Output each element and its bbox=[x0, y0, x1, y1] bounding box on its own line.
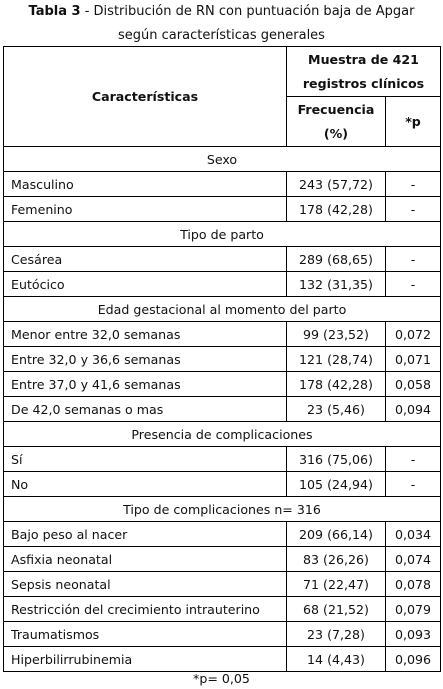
table-row bbox=[4, 247, 441, 272]
row-p-value: 0,058 bbox=[386, 372, 441, 397]
table-row bbox=[4, 522, 441, 547]
section-header-row bbox=[4, 422, 441, 447]
section-title: Tipo de parto bbox=[4, 222, 441, 247]
row-label: Traumatismos bbox=[4, 622, 287, 647]
row-label: Restricción del crecimiento intrauterino bbox=[4, 597, 287, 622]
table-row bbox=[4, 372, 441, 397]
row-frequency: 316 (75,06) bbox=[287, 447, 386, 472]
header-frequency bbox=[287, 97, 386, 147]
table-row bbox=[4, 172, 441, 197]
header-characteristics: Características bbox=[4, 47, 287, 147]
row-p-value: 0,079 bbox=[386, 597, 441, 622]
section-title: Presencia de complicaciones bbox=[4, 422, 441, 447]
header-frequency-line-1: Frecuencia bbox=[297, 101, 375, 117]
row-frequency: 132 (31,35) bbox=[287, 272, 386, 297]
row-label: Hiperbilirrubinemia bbox=[4, 647, 287, 672]
table-row bbox=[4, 572, 441, 597]
section-title: Edad gestacional al momento del parto bbox=[4, 297, 441, 322]
data-table bbox=[3, 46, 441, 672]
row-label: Entre 37,0 y 41,6 semanas bbox=[4, 372, 287, 397]
row-frequency: 178 (42,28) bbox=[287, 372, 386, 397]
row-label: Menor entre 32,0 semanas bbox=[4, 322, 287, 347]
row-p-value: 0,094 bbox=[386, 397, 441, 422]
table-row bbox=[4, 397, 441, 422]
row-frequency: 105 (24,94) bbox=[287, 472, 386, 497]
section-header-row bbox=[4, 147, 441, 172]
row-p-value: 0,078 bbox=[386, 572, 441, 597]
row-p-value: - bbox=[386, 197, 441, 222]
caption-line-1 bbox=[0, 0, 443, 24]
row-p-value: 0,034 bbox=[386, 522, 441, 547]
header-row-main bbox=[4, 47, 441, 97]
row-label: De 42,0 semanas o mas bbox=[4, 397, 287, 422]
row-p-value: - bbox=[386, 172, 441, 197]
row-p-value: 0,096 bbox=[386, 647, 441, 672]
row-frequency: 83 (26,26) bbox=[287, 547, 386, 572]
row-label: Cesárea bbox=[4, 247, 287, 272]
row-frequency: 99 (23,52) bbox=[287, 322, 386, 347]
table-row bbox=[4, 322, 441, 347]
table-row bbox=[4, 647, 441, 672]
table-row bbox=[4, 472, 441, 497]
row-label: Asfixia neonatal bbox=[4, 547, 287, 572]
section-header-row bbox=[4, 497, 441, 522]
table-row bbox=[4, 272, 441, 297]
table-row bbox=[4, 447, 441, 472]
row-p-value: 0,071 bbox=[386, 347, 441, 372]
row-label: Masculino bbox=[4, 172, 287, 197]
row-label: Femenino bbox=[4, 197, 287, 222]
row-frequency: 209 (66,14) bbox=[287, 522, 386, 547]
row-frequency: 68 (21,52) bbox=[287, 597, 386, 622]
row-frequency: 178 (42,28) bbox=[287, 197, 386, 222]
row-p-value: - bbox=[386, 447, 441, 472]
row-label: No bbox=[4, 472, 287, 497]
section-title: Sexo bbox=[4, 147, 441, 172]
row-label: Bajo peso al nacer bbox=[4, 522, 287, 547]
row-frequency: 14 (4,43) bbox=[287, 647, 386, 672]
row-frequency: 121 (28,74) bbox=[287, 347, 386, 372]
caption-label: Tabla 3 bbox=[28, 4, 81, 19]
caption-text-1: - Distribución de RN con puntuación baja de Apgar bbox=[80, 4, 415, 19]
section-header-row bbox=[4, 297, 441, 322]
row-frequency: 71 (22,47) bbox=[287, 572, 386, 597]
header-sample-line-1: Muestra de 421 bbox=[308, 51, 419, 67]
table-body bbox=[4, 147, 441, 672]
row-frequency: 23 (5,46) bbox=[287, 397, 386, 422]
section-header-row bbox=[4, 222, 441, 247]
header-sample-line-2: registros clínicos bbox=[302, 75, 425, 91]
table-row bbox=[4, 547, 441, 572]
row-label: Entre 32,0 y 36,6 semanas bbox=[4, 347, 287, 372]
row-p-value: - bbox=[386, 247, 441, 272]
row-label: Sí bbox=[4, 447, 287, 472]
row-frequency: 243 (57,72) bbox=[287, 172, 386, 197]
table-row bbox=[4, 622, 441, 647]
table-row bbox=[4, 347, 441, 372]
table-row bbox=[4, 197, 441, 222]
row-p-value: 0,093 bbox=[386, 622, 441, 647]
row-label: Eutócico bbox=[4, 272, 287, 297]
row-p-value: 0,074 bbox=[386, 547, 441, 572]
header-p: *p bbox=[386, 97, 441, 147]
header-sample bbox=[287, 47, 441, 97]
table-caption bbox=[0, 0, 443, 48]
header-frequency-line-2: (%) bbox=[323, 125, 349, 141]
row-p-value: 0,072 bbox=[386, 322, 441, 347]
table-row bbox=[4, 597, 441, 622]
footnote: *p= 0,05 bbox=[193, 671, 250, 686]
row-label: Sepsis neonatal bbox=[4, 572, 287, 597]
row-p-value: - bbox=[386, 472, 441, 497]
row-frequency: 23 (7,28) bbox=[287, 622, 386, 647]
row-frequency: 289 (68,65) bbox=[287, 247, 386, 272]
caption-line-2: según características generales bbox=[118, 28, 325, 43]
section-title: Tipo de complicaciones n= 316 bbox=[4, 497, 441, 522]
row-p-value: - bbox=[386, 272, 441, 297]
